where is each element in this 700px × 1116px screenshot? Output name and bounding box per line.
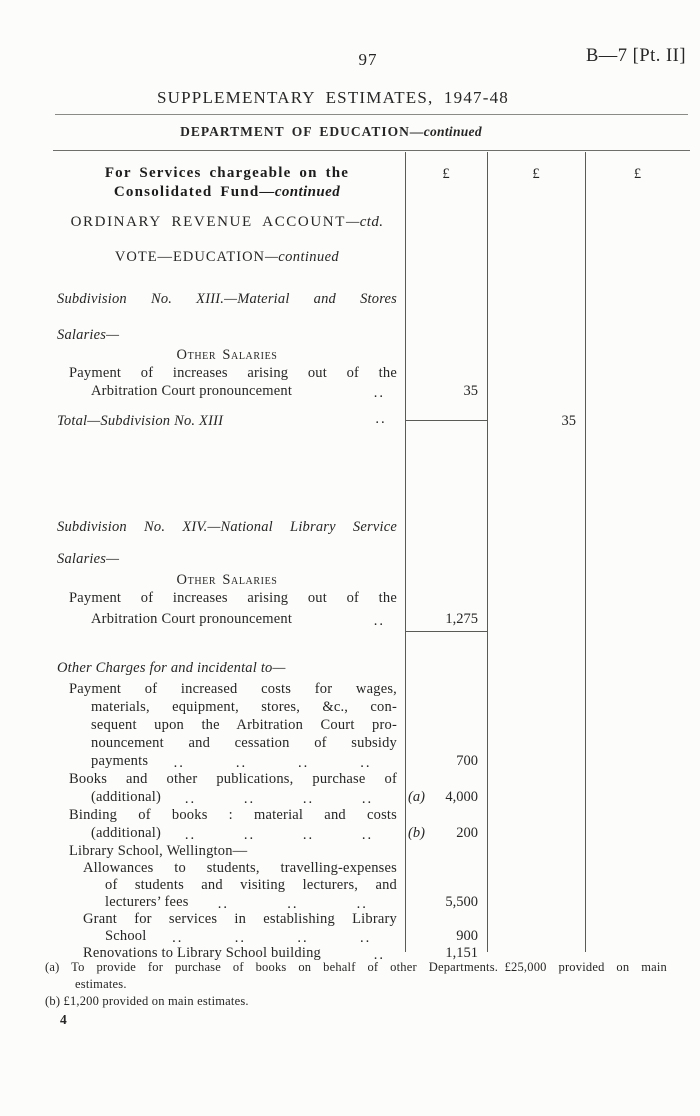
table-row xyxy=(53,788,690,806)
table-row xyxy=(53,659,690,677)
amount-cell-col1 xyxy=(405,752,487,770)
row-description xyxy=(105,927,397,945)
row-description: Payment of increased costs for wages, xyxy=(69,681,397,697)
row-description-text: (additional) xyxy=(91,789,162,805)
row-description xyxy=(91,382,397,400)
currency-symbol-col3: £ xyxy=(633,166,642,182)
row-description: Subdivision No. XIII.—Material and Stores xyxy=(57,291,397,307)
row-description: Payment of increases arising out of the xyxy=(69,365,397,381)
table-row xyxy=(53,571,690,589)
dot-leader-group: .. xyxy=(243,791,256,807)
row-description: Salaries— xyxy=(57,551,120,567)
table-stub-heading xyxy=(57,164,397,202)
row-description xyxy=(105,893,397,911)
row-description-text: Total—Subdivision No. XIII xyxy=(57,413,224,429)
table-row xyxy=(53,876,690,894)
table-row xyxy=(53,842,690,860)
page-number: 97 xyxy=(358,50,378,69)
footnote-marker: (a) xyxy=(408,789,425,805)
amount-cell-col1 xyxy=(405,893,487,911)
dot-leader-group: .. xyxy=(217,896,229,912)
stub-heading-line2: Consolidated Fund xyxy=(113,184,260,200)
row-description-text: School xyxy=(105,928,147,944)
table-row xyxy=(53,420,690,438)
table-row xyxy=(53,518,690,536)
table-row xyxy=(53,806,690,824)
row-description: materials, equipment, stores, &c., con- xyxy=(91,699,397,715)
amount-value: 700 xyxy=(456,753,478,769)
estimates-table xyxy=(53,152,690,963)
footnote-marker: (b) xyxy=(408,825,425,841)
column1-total-rule xyxy=(405,631,487,632)
department-continued: —continued xyxy=(409,124,482,139)
amount-value: 35 xyxy=(463,383,478,399)
table-row xyxy=(53,364,690,382)
row-description: of students and visiting lecturers, and xyxy=(105,877,397,893)
dot-leader-group: .. xyxy=(234,930,247,946)
amount-value: 1,275 xyxy=(445,611,478,627)
vote-heading xyxy=(57,249,397,266)
row-description: Library School, Wellington— xyxy=(69,843,248,859)
amount-cell-col1 xyxy=(405,788,487,806)
row-description: nouncement and cessation of subsidy xyxy=(91,735,397,751)
row-description: Books and other publications, purchase of xyxy=(69,771,397,787)
stub-heading-line1: For Services chargeable on the xyxy=(104,165,350,181)
row-description: sequent upon the Arbitration Court pro- xyxy=(91,717,397,733)
amount-value: 4,000 xyxy=(445,789,478,805)
table-row xyxy=(53,610,690,628)
row-description xyxy=(91,788,397,806)
row-description-text: payments xyxy=(91,753,149,769)
dot-leader-group: .. xyxy=(243,827,256,843)
row-description-text: lecturers’ fees xyxy=(105,894,189,910)
table-row xyxy=(53,326,690,344)
table-row xyxy=(53,734,690,752)
table-row xyxy=(53,752,690,770)
table-row xyxy=(53,589,690,607)
dot-leader-group: .. xyxy=(287,896,299,912)
account-heading-caps: ORDINARY REVENUE ACCOUNT xyxy=(70,214,346,230)
table-row xyxy=(53,382,690,400)
footnote-a-line2: estimates. xyxy=(75,977,127,991)
dot-leaders xyxy=(189,893,397,911)
vote-heading-continued: —continued xyxy=(265,249,340,265)
amount-value: 5,500 xyxy=(445,894,478,910)
row-description: Other Salaries xyxy=(176,572,278,588)
table-top-rule xyxy=(53,150,690,151)
page-title: SUPPLEMENTARY ESTIMATES, 1947-48 xyxy=(157,88,509,107)
table-row xyxy=(53,893,690,911)
row-description: Subdivision No. XIV.—National Library Service xyxy=(57,519,397,535)
table-row xyxy=(53,290,690,308)
dot-leaders xyxy=(146,927,397,945)
dot-leader-group: .. xyxy=(360,755,372,771)
amount-value: 200 xyxy=(456,825,478,841)
dot-leader-group: .. xyxy=(361,791,374,807)
dot-leader-group: .. xyxy=(173,755,185,771)
vote-heading-caps: VOTE—EDUCATION xyxy=(114,249,266,265)
table-row xyxy=(53,770,690,788)
signature-mark: 4 xyxy=(60,1012,67,1027)
row-description-text: Renovations to Library School building xyxy=(83,945,321,961)
row-description xyxy=(91,824,397,842)
dot-leader-group: .. xyxy=(373,947,385,963)
dot-leader-group: .. xyxy=(373,385,385,401)
amount-value: 35 xyxy=(561,413,576,429)
row-description-text: Arbitration Court pronouncement xyxy=(91,383,293,399)
amount-cell-col1 xyxy=(405,824,487,842)
row-description xyxy=(91,610,397,628)
dot-leader-group: .. xyxy=(235,755,248,771)
row-description xyxy=(91,752,397,770)
amount-value: 1,151 xyxy=(445,945,478,961)
table-row xyxy=(53,550,690,568)
row-description-text: Arbitration Court pronouncement xyxy=(91,611,293,627)
row-description: Other Salaries xyxy=(176,347,278,363)
dot-leader-group: .. xyxy=(361,827,374,843)
dot-leader-group: .. xyxy=(172,930,184,946)
title-rule xyxy=(55,114,688,115)
dot-leaders xyxy=(148,752,397,770)
dot-leader-group: .. xyxy=(302,827,315,843)
dot-leader-group: .. xyxy=(184,791,197,807)
table-row xyxy=(53,698,690,716)
document-reference: B—7 [Pt. II] xyxy=(585,46,686,66)
row-description: Other Charges for and incidental to— xyxy=(57,660,286,676)
table-row xyxy=(53,680,690,698)
dot-leaders xyxy=(161,788,397,806)
amount-cell-col1 xyxy=(405,382,487,400)
row-description: Grant for services in establishing Library xyxy=(83,911,397,927)
dot-leader-group: .. xyxy=(373,613,385,629)
dot-leaders xyxy=(161,824,397,842)
footnote-a-line1: (a) To provide for purchase of books on behalf of other Departments. £25,000 provided on main xyxy=(45,960,667,974)
row-description-text: (additional) xyxy=(91,825,162,841)
amount-cell-col1 xyxy=(405,610,487,628)
department-heading xyxy=(0,124,662,140)
amount-cell-col1 xyxy=(405,927,487,945)
table-row xyxy=(53,346,690,364)
dot-leader-group: .. xyxy=(302,791,315,807)
dot-leaders xyxy=(292,382,397,400)
account-heading xyxy=(57,214,397,231)
currency-symbol-col1: £ xyxy=(442,166,450,182)
footnote-b: (b) £1,200 provided on main estimates. xyxy=(45,994,249,1008)
row-description: Binding of books : material and costs xyxy=(69,807,397,823)
dot-leader-group: .. xyxy=(298,755,310,771)
table-row xyxy=(53,631,690,649)
column1-total-rule xyxy=(405,420,487,421)
table-row xyxy=(53,824,690,842)
dot-leader-group: .. xyxy=(297,930,309,946)
dot-leader-group: .. xyxy=(375,411,387,427)
table-row xyxy=(53,716,690,734)
row-description: Payment of increases arising out of the xyxy=(69,590,397,606)
dot-leader-group: .. xyxy=(360,930,372,946)
dot-leader-group: .. xyxy=(356,896,368,912)
account-heading-ctd: —ctd. xyxy=(345,214,384,230)
table-row xyxy=(53,910,690,928)
amount-value: 900 xyxy=(456,928,478,944)
dot-leader-group: .. xyxy=(184,827,197,843)
currency-symbol-col2: £ xyxy=(532,166,540,182)
department-name: DEPARTMENT OF EDUCATION xyxy=(180,124,410,139)
row-description: Salaries— xyxy=(57,327,120,343)
table-row xyxy=(53,927,690,945)
table-row xyxy=(53,859,690,877)
dot-leaders xyxy=(292,610,397,628)
stub-heading-continued: —continued xyxy=(259,184,341,200)
row-description: Allowances to students, travelling-expenses xyxy=(83,860,397,876)
